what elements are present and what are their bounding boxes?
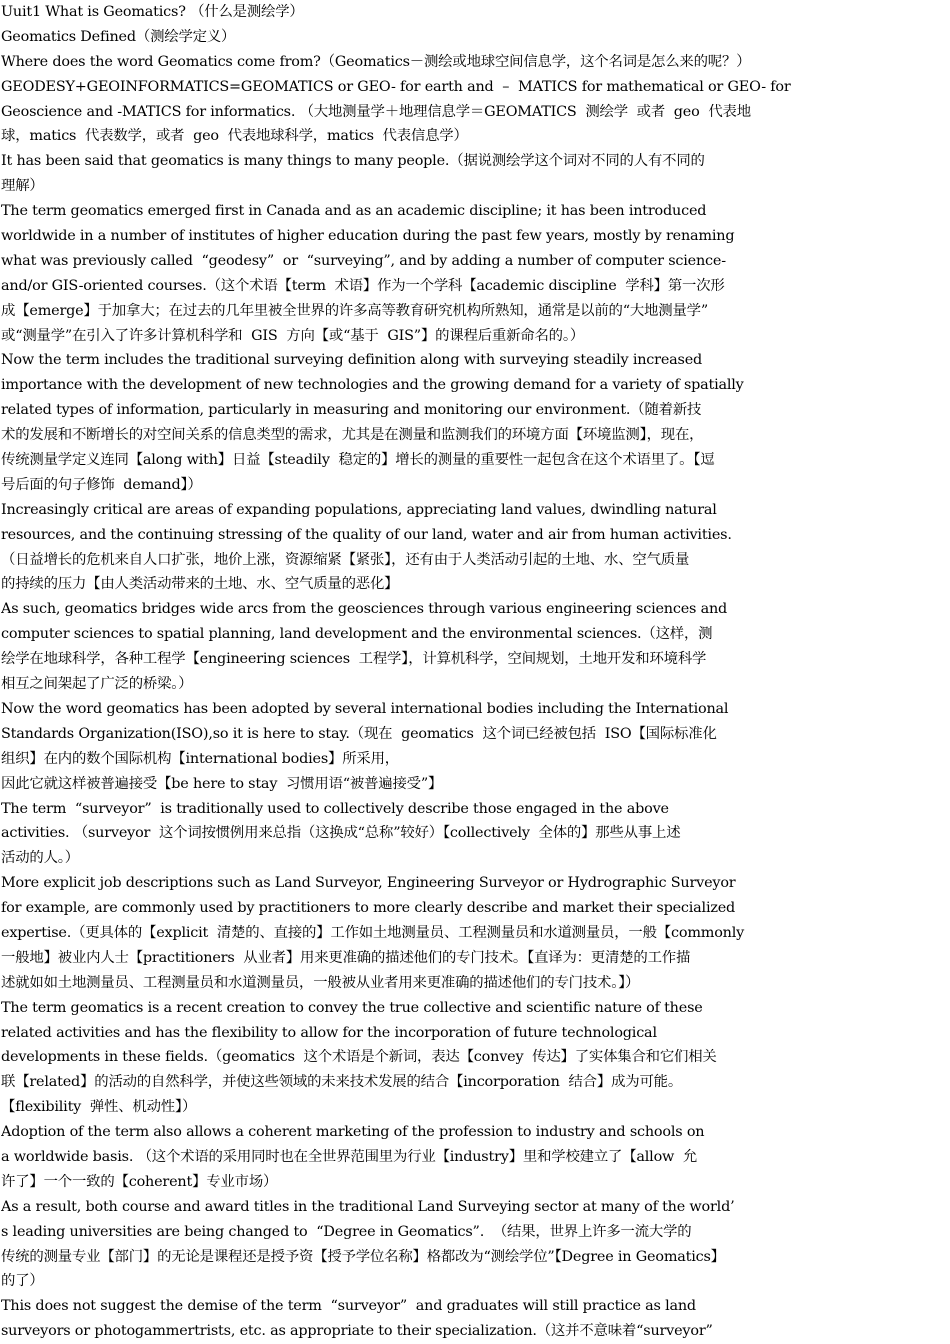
text-line: worldwide in a number of institutes of higher education during the past few years, mostly by renaming (1, 228, 735, 245)
text-line: The term “surveyor” is traditionally used to collectively describe those engaged in the above (1, 800, 669, 817)
text-line: 因此它就这样被普遍接受【be here to stay 习惯用语“被普遍接受”】 (1, 775, 443, 792)
text-line: related types of information, particularly in measuring and monitoring our environment.（随着新技 (1, 402, 702, 419)
text-line: expertise.（更具体的【explicit 清楚的、直接的】工作如土地测量员、工程测量员和水道测量员，一般【commonly (1, 924, 745, 941)
text-line: 联【related】的活动的自然科学，并使这些领域的未来技术发展的结合【incorporation 结合】成为可能。 (1, 1074, 683, 1091)
text-line: 【flexibility 弹性、机动性】） (1, 1099, 197, 1116)
text-line: for example, are commonly used by practitioners to more clearly describe and market their specialized (1, 900, 736, 917)
text-line: 组织】在内的数个国际机构【international bodies】所采用， (1, 750, 399, 767)
text-line: Now the term includes the traditional surveying definition along with surveying steadily increased (1, 352, 703, 369)
text-line: Geomatics Defined（测绘学定义） (1, 28, 236, 45)
text-line: a worldwide basis. （这个术语的采用同时也在全世界范围里为行业【industry】里和学校建立了【allow 允 (1, 1148, 698, 1165)
text-line: s leading universities are being changed to “Degree in Geomatics”. （结果，世界上许多一流大学的 (1, 1223, 692, 1240)
text-line: The term geomatics is a recent creation to convey the true collective and scientific nature of these (1, 999, 703, 1016)
text-line: 一般地】被业内人士【practitioners 从业者】用来更准确的描述他们的专门技术。【直译为：更清楚的工作描 (1, 949, 691, 966)
text-line: 许了】一个一致的【coherent】专业市场） (1, 1173, 278, 1190)
text-line: 活动的人。） (1, 850, 79, 867)
text-line: As such, geomatics bridges wide arcs from the geosciences through various engineering sciences and (1, 601, 728, 618)
text-line: Standards Organization(ISO),so it is here to stay.（现在 geomatics 这个词已经被包括 ISO【国际标准化 (1, 725, 717, 742)
text-line: As a result, both course and award titles in the traditional Land Surveying sector at many of the world’ (1, 1198, 735, 1215)
text-line: The term geomatics emerged first in Canada and as an academic discipline; it has been introduced (1, 203, 707, 220)
text-line: 相互之间架起了广泛的桥梁。） (1, 676, 193, 693)
text-line: 的持续的压力【由人类活动带来的土地、水、空气质量的恶化】 (1, 576, 399, 593)
text-line: Now the word geomatics has been adopted by several international bodies including the International (1, 700, 729, 717)
text-line: 号后面的句子修饰 demand】） (1, 476, 202, 493)
text-line: resources, and the continuing stressing of the quality of our land, water and air from human activities. (1, 526, 732, 543)
text-line: 的了） (1, 1273, 44, 1290)
text-line: Uuit1 What is Geomatics? （什么是测绘学） (1, 4, 304, 20)
text-line: Where does the word Geomatics come from?（Geomatics－测绘或地球空间信息学，这个名词是怎么来的呢？） (1, 53, 751, 70)
text-line: 或“测量学”在引入了许多计算机科学和 GIS 方向【或“基于 GIS”】的课程后重新命名的。） (1, 327, 585, 344)
text-line: Geoscience and -MATICS for informatics. （大地测量学＋地理信息学＝GEOMATICS 测绘学 或者 geo 代表地 (1, 103, 751, 120)
text-line: and/or GIS-oriented courses.（这个术语【term 术语】作为一个学科【academic discipline 学科】第一次形 (1, 277, 725, 294)
document-page (1, 0, 941, 1344)
text-line: surveyors or photogammertrists, etc. as appropriate to their specialization.（这并不意味着“surveyor” (1, 1323, 713, 1340)
text-line: related activities and has the flexibility to allow for the incorporation of future technological (1, 1024, 657, 1041)
text-line: activities. （surveyor 这个词按惯例用来总指（这换成“总称”较好）【collectively 全体的】那些从事上述 (1, 825, 681, 842)
text-line: 球，matics 代表数学，或者 geo 代表地球科学，matics 代表信息学） (1, 128, 468, 145)
text-line: This does not suggest the demise of the term “surveyor” and graduates will still practice as land (1, 1298, 696, 1315)
text-line: 绘学在地球科学，各种工程学【engineering sciences 工程学】，计算机科学，空间规划，土地开发和环境科学 (1, 651, 707, 668)
text-line: 成【emerge】于加拿大；在过去的几年里被全世界的许多高等教育研究机构所熟知，通常是以前的“大地测量学” (1, 302, 708, 319)
text-line: importance with the development of new technologies and the growing demand for a variety of spatially (1, 377, 744, 394)
text-line: 传统的测量专业【部门】的无论是课程还是授予资【授予学位名称】格都改为“测绘学位”【Degree in Geomatics】 (1, 1248, 725, 1265)
text-line: It has been said that geomatics is many things to many people.（据说测绘学这个词对不同的人有不同的 (1, 153, 705, 170)
text-line: 述就如如土地测量员、工程测量员和水道测量员，一般被从业者用来更准确的描述他们的专门技术。】） (1, 974, 640, 991)
text-line: More explicit job descriptions such as Land Surveyor, Engineering Surveyor or Hydrographic Surveyor (1, 875, 736, 892)
text-line: 传统测量学定义连同【along with】日益【steadily 稳定的】增长的测量的重要性一起包含在这个术语里了。【逗 (1, 452, 715, 469)
text-line: what was previously called “geodesy” or “surveying”, and by adding a number of computer science- (1, 252, 726, 269)
text-line: computer sciences to spatial planning, land development and the environmental sciences.（这样，测 (1, 626, 713, 643)
text-line: （日益增长的危机来自人口扩张，地价上涨，资源缩紧【紧张】，还有由于人类活动引起的土地、水、空气质量 (1, 551, 690, 568)
text-line: Adoption of the term also allows a coherent marketing of the profession to industry and schools on (1, 1124, 705, 1141)
text-line: 术的发展和不断增长的对空间关系的信息类型的需求，尤其是在测量和监测我们的环境方面【环境监测】，现在， (1, 427, 704, 444)
text-line: Increasingly critical are areas of expanding populations, appreciating land values, dwindling natural (1, 501, 717, 518)
text-line: 理解） (1, 178, 44, 195)
text-line: developments in these fields.（geomatics 这个术语是个新词，表达【convey 传达】了实体集合和它们相关 (1, 1049, 717, 1066)
text-line: GEODESY+GEOINFORMATICS=GEOMATICS or GEO- for earth and – MATICS for mathematical or GEO- for (1, 78, 791, 95)
